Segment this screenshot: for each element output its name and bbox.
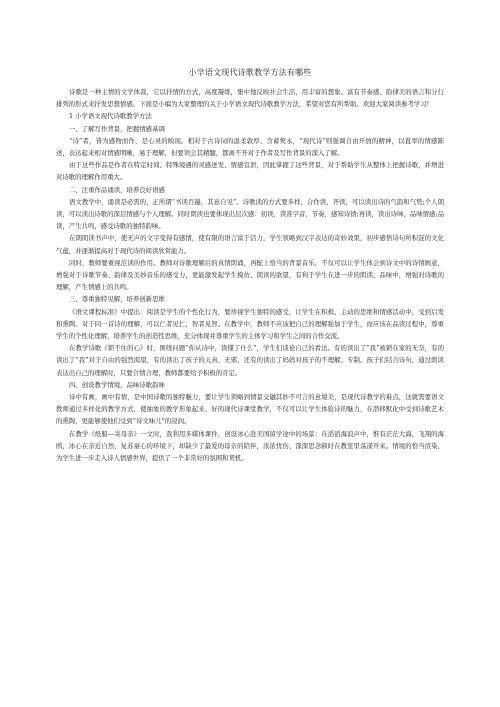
intro-paragraph: 诗歌是一种主情的文学体裁，它以抒情的方式，高度凝练，集中地反映社会生活，用丰富的想象、富有节奏感、韵律美的语言和分行排列的形式来抒发思想情感。下面是小编为大家整理的关于小学语文现代诗歌教学方法，希望对您有所帮助。欢迎大家阅读参考学习!: [56, 88, 444, 109]
document-title: 小学语文现代诗歌教学方法有哪些: [188, 68, 312, 77]
section-heading: 1 小学语文现代诗歌教学方法: [69, 112, 152, 121]
body-paragraph: 由于这些作品是作者在特定时间、特殊境遇的灵感迸发、情感宣泄，因此掌握了这些背景，对于帮助学生从整体上把握诗歌，并增进对诗歌的理解作用重大。: [56, 161, 444, 182]
body-paragraph: 《语文课程标准》中提出：阅读是学生的个性化行为，要珍视学生独特的感受，让学生在积极、主动的思维和情感活动中，受到启发和熏陶。对于同一首诗的理解，可以仁者见仁，智者见智。在教学中，教师不应该把自己的理解强加于学生，而应该在品读过程中，尊重学生的个性化理解，培养学生的创造性思维，充分体现并尊重学生的主体学习和学生之间的合作交流。: [56, 307, 444, 341]
body-paragraph: 诗中有画，画中有情，是中国诗歌的独特魅力，要让学生领略到情景交融其妙不可言的意境美，是现代诗教学的难点，这就需要语文教师通过多样化的教学方式，使抽象的教学形象起来、好的现代诗课堂教学，不仅可以让学生体验诗的魅力，在潜移默化中受到诗歌艺术的熏陶，更能够使他们受到“诗文味儿”的浸润。: [56, 393, 444, 426]
section-heading: 三、尊重独特见解，培养创新思维: [69, 295, 165, 304]
body-paragraph: 在教学《纸船—寄母亲》一文时，我利用多媒体课件，创设冰心赴美国留学途中的场景：在滔滔海浪声中，惟有茫茫大海，飞翔的海鸥，冰心在亲近自然、复苏童心的环境下，却缺少了最爱的母亲的陪伴，浓浓忧伤、深深思念顿时在教室里荡漾开来。情境的恰当渲染，为学生进一步走入诗人情感世界，提供了一个非常好的氛围和契机。: [56, 429, 444, 463]
body-paragraph: 在朗朗读书声中，使无声的文字变得有感情，使有限的语言富于活力，学生领略到汉字表达的奇妙效果，初步感悟诗句所积淀的文化气蕴，并逐渐提高对于现代诗的阅读欣赏能力。: [56, 234, 444, 255]
body-paragraph: 在教学诗歌《锁不住的心》时，围绕问题“你从诗中，读懂了什么”，学生们谈论自己的看法。有的读出了“我”被锁在家的无奈，有的读出了“我”对于自由的强烈渴望，有的读出了孩子的天真，无邪，还有的读出了妈妈对孩子的不理解、专制。孩子们结合诗句，通过朗读表达出自己的理解时，只要合情合理，教师都要给予积极的肯定。: [56, 344, 444, 377]
section-heading: 二、注重作品诵读，培养良好语感: [69, 185, 165, 194]
body-paragraph: “诗”者，皆为感物而作，是心灵的映现。相对于古诗词的温柔敦厚、含蓄隽永，“现代诗”则强调自由开放的精神，以直率的情感陈述，表达起来相对情感明晰，易于理解，但要领会其精髓，都离不开对于作者及写作背景的深入了解。: [56, 136, 444, 158]
section-heading: 四、创设教学情境，品味诗歌韵味: [69, 380, 165, 389]
body-paragraph: 同时，教师要重视范读的作用。教师对诗歌理解后的真情朗诵，再配上恰当的背景音乐，不仅可以让学生体会到诗文中的诗情画意，增强对于诗歌节奏、韵律及美妙音乐的感受力，更能激发起学生模仿、朗读的欲望，有利于学生在进一步的朗读、品味中，增强对诗歌的理解，产生情感上的共鸣。: [56, 258, 444, 292]
body-paragraph: 语文教学中，诵读是必需的，正所谓“书读百遍，其意自见”。诗歌读的方式要多样，合作读、齐读，可以读出诗的气韵和气势;个人朗读，可以读出诗歌的深层情感与个人理解。同时朗读也要体现出层次感：初读，读准字音、节奏，感知诗情;再读，读出诗味，品味情感;品读，产生共鸣，感受诗歌的独特韵味。: [56, 197, 444, 231]
section-heading: 一、了解写作背景，把握情感基调: [69, 124, 165, 133]
